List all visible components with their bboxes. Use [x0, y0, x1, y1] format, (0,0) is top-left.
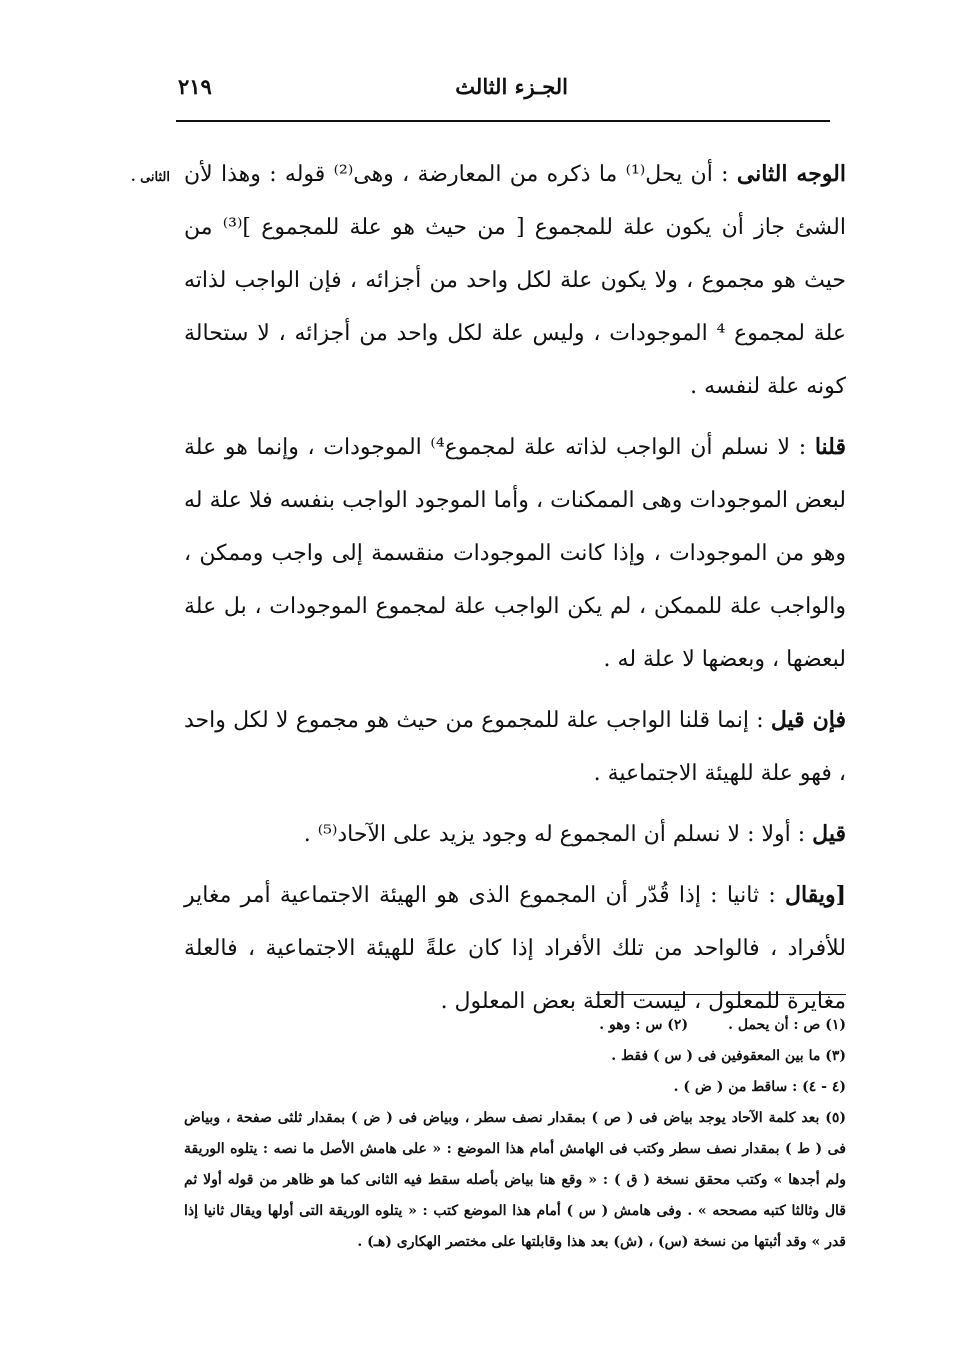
paragraph-text: : أن يحل⁽¹⁾ ما ذكره من المعارضة ، وهى⁽²⁾ قوله : وهذا لأن الشئ جاز أن يكون علة للمجموع [ من حيث هو علة للمجموع ]⁽³⁾ من حيث هو مجموع ، ولا يكون علة لكل واحد من أجزائه ، فإن الواجب لذاته علة لمجموع ⁴ الموجودات ، وليس علة لكل واحد من أجزائه ، لا ستحالة كونه علة لنفسه .	[184, 162, 846, 399]
footnote: (٣) ما بين المعقوفين فى ( س ) فقط .	[611, 1048, 846, 1064]
margin-note: الثانى .	[131, 170, 170, 185]
footnote-separator	[596, 994, 846, 995]
paragraph-lead: الوجه الثانى	[736, 161, 846, 187]
page-header	[178, 66, 828, 112]
paragraph	[184, 694, 846, 800]
footnote: (٥) بعد كلمة الآحاد يوجد بياض فى ( ص ) بمقدار نصف سطر ، وبياض فى ( ض ) بمقدار ثلثى صفحة ، وبياض فى ( ط ) بمقدار نصف سطر وكتب فى الهامش أمام هذا الموضع : « على هامش الأصل ما نصه : يتلوه الوريقة ولم أجدها » وكتب محقق نسخة ( ق ) : « وقع هنا بياض بأصله سقط فيه الثانى كما هو ظاهر من قوله أولا ثم قال وثالثا كتبه مصححه » . وفى هامش ( س ) أمام هذا الموضع كتب : « يتلوه الوريقة التى أولها ويقال ثانيا إذا قدر » وقد أثبتها من نسخة (س) ، (ش) بعد هذا وقابلتها على مختصر الهكارى (هـ) .	[184, 1110, 846, 1250]
header-rule	[176, 120, 830, 122]
paragraph	[184, 869, 846, 1028]
paragraph	[184, 808, 846, 861]
paragraph-lead: قيل	[812, 821, 846, 847]
paragraph-text: : لا نسلم أن الواجب لذاته علة لمجموع⁴⁾ الموجودات ، وإنما هو علة لبعض الموجودات وهى الممكنات ، وأما الموجود الواجب بنفسه فلا علة له وهو من الموجودات ، وإذا كانت الموجودات منقسمة إلى واجب وممكن ، والواجب علة للممكن ، لم يكن الواجب علة لمجموع الموجودات ، بل علة لبعضها ، وبعضها لا علة له .	[184, 435, 846, 672]
footnotes	[184, 1010, 846, 1258]
running-title: الجـزء الثالث	[455, 74, 568, 99]
paragraph-lead: [ويقال	[785, 882, 846, 908]
paragraph-lead: فإن قيل	[770, 707, 846, 733]
paragraph-text: : إنما قلنا الواجب علة للمجموع من حيث هو مجموع لا لكل واحد ، فهو علة للهيئة الاجتماعية .	[184, 708, 846, 786]
footnote: (١) ص : أن يحمل .	[728, 1017, 846, 1033]
paragraph-text: : ثانيا : إذا قُدّر أن المجموع الذى هو الهيئة الاجتماعية أمر مغاير للأفراد ، فالواحد من تلك الأفراد إذا كان علةً للهيئة الاجتماعية ، فالعلة مغايرة للمعلول ، ليست العلة بعض المعلول .	[184, 883, 846, 1014]
paragraph-lead: قلنا	[814, 434, 846, 460]
page-number: ٢١٩	[178, 74, 212, 99]
paragraph	[184, 148, 846, 413]
paragraph-text: : أولا : لا نسلم أن المجموع له وجود يزيد على الآحاد⁽⁵⁾ .	[303, 822, 813, 847]
footnote: (٢) س : وهو .	[599, 1017, 689, 1033]
footnote-row	[184, 1010, 846, 1041]
footnote: (٤ - ٤) : ساقط من ( ض ) .	[673, 1079, 846, 1095]
paragraph	[184, 421, 846, 686]
main-text	[184, 148, 846, 1028]
